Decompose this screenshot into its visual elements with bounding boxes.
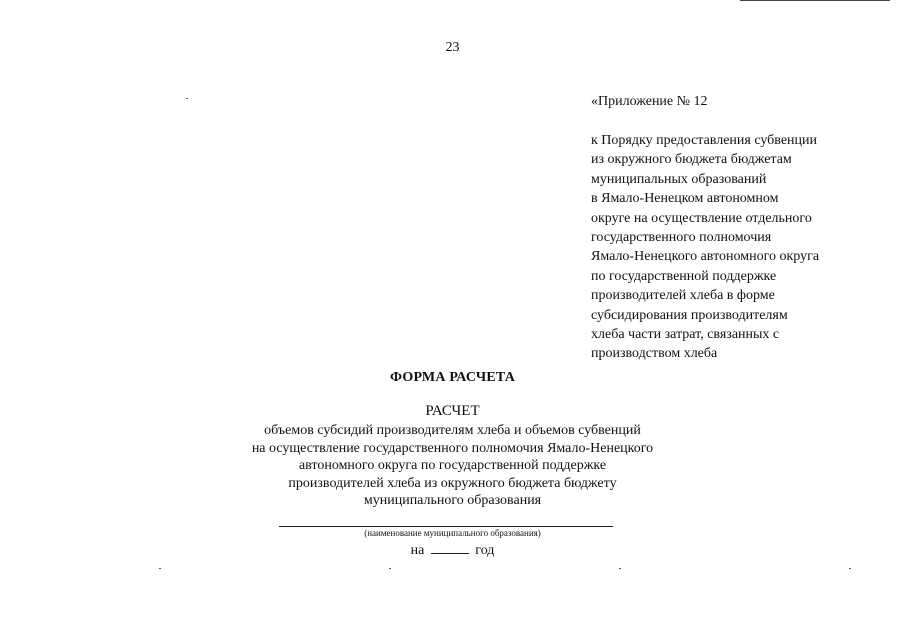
- year-blank: [431, 541, 469, 554]
- calculation-description: объемов субсидий производителям хлеба и объемов субвенций на осуществление государственного полномочия Ямало-Ненецкого автономного округа по государственной поддержке производителей хлеба из окружного бюджета бюджету муниципального образования: [251, 423, 654, 509]
- scan-speck: [849, 568, 851, 569]
- page-number: 23: [445, 40, 460, 55]
- scan-speck: [619, 568, 621, 569]
- municipality-name-blank: [279, 526, 613, 527]
- calculation-title: РАСЧЕТ: [425, 403, 480, 419]
- scan-speck: [159, 568, 161, 569]
- appendix-title: «Приложение № 12: [591, 94, 708, 109]
- scan-speck: [389, 568, 391, 569]
- municipality-name-caption: (наименование муниципального образования): [364, 528, 541, 538]
- year-prefix: на: [410, 543, 425, 558]
- year-line: [0, 541, 905, 559]
- scan-speck: [186, 98, 188, 99]
- form-title: ФОРМА РАСЧЕТА: [389, 370, 516, 385]
- top-edge-rule: [740, 0, 890, 1]
- year-suffix: год: [475, 543, 495, 558]
- appendix-body: к Порядку предоставления субвенции из окружного бюджета бюджетам муниципальных образований в Ямало-Ненецком автономном округе на осуществление отдельного государственного полномочия Ямало-Ненецкого автономного округа по государственной поддержке производителей хлеба в форме субсидирования производителям хлеба части затрат, связанных с производством хлеба: [591, 133, 820, 362]
